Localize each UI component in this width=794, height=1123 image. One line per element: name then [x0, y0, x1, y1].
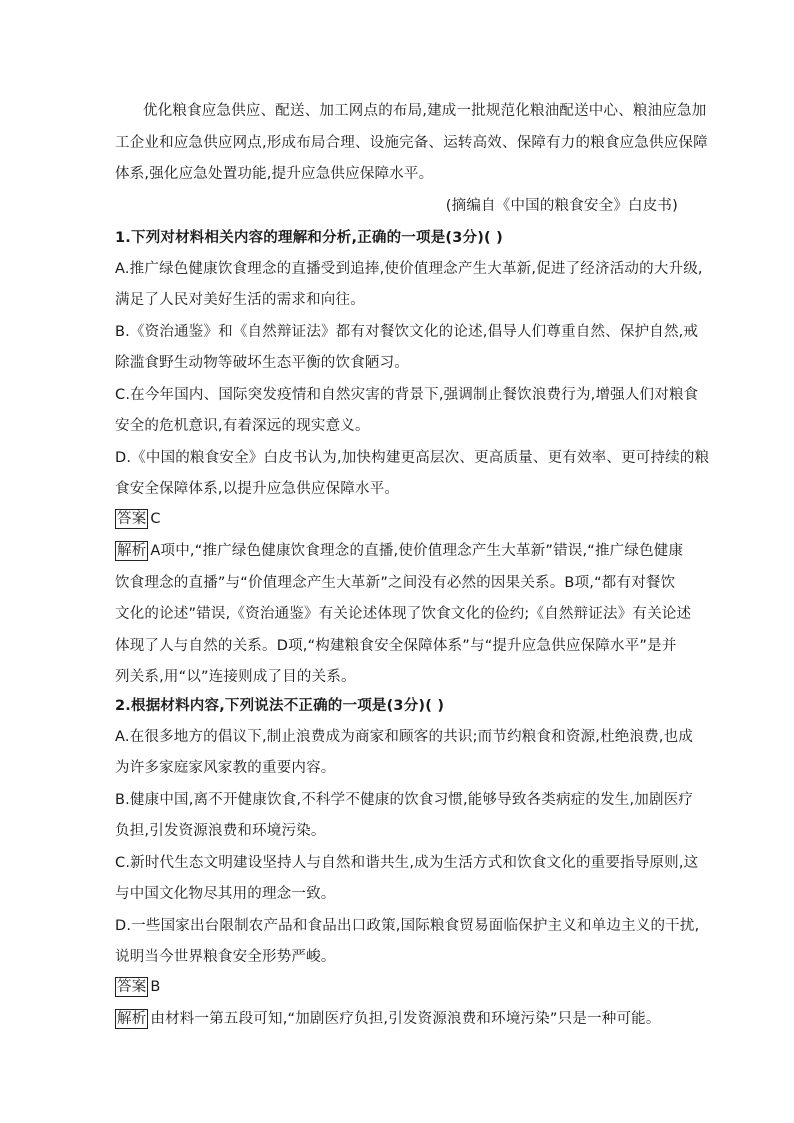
- option-d-cont: 说明当今世界粮食安全形势严峻。: [115, 949, 336, 965]
- option-a-cont: 满足了人民对美好生活的需求和向往。: [115, 292, 365, 308]
- analysis-row: [115, 541, 683, 561]
- answer-value: B: [150, 979, 161, 995]
- analysis-text: A项中,“推广绿色健康饮食理念的直播,使价值理念产生大革新”错误,“推广绿色健康: [150, 543, 684, 559]
- analysis-line: 体现了人与自然的关系。D项,“构建粮食安全保障体系”与“提升应急供应保障水平”是并: [115, 638, 677, 654]
- option-d: D.一些国家出台限制农产品和食品出口政策,国际粮食贸易面临保护主义和单边主义的干扰,: [115, 918, 700, 934]
- option-c-cont: 安全的危机意识,有着深远的现实意义。: [115, 418, 370, 434]
- passage-line: 优化粮食应急供应、配送、加工网点的布局,建成一批规范化粮油配送中心、粮油应急加: [143, 103, 707, 119]
- option-c: C.新时代生态文明建设坚持人与自然和谐共生,成为生活方式和饮食文化的重要指导原则,这: [115, 855, 699, 871]
- passage-line: 工企业和应急供应网点,形成布局合理、设施完备、运转高效、保障有力的粮食应急供应保障: [115, 135, 708, 151]
- option-c-cont: 与中国文化物尽其用的理念一致。: [115, 886, 336, 902]
- analysis-row: [115, 1009, 661, 1029]
- option-b-cont: 负担,引发资源浪费和环境污染。: [115, 823, 326, 839]
- answer-label: 答案: [117, 511, 147, 527]
- option-a: A.推广绿色健康饮食理念的直播受到追捧,使价值理念产生大革新,促进了经济活动的大升级,: [115, 261, 703, 277]
- analysis-label: 解析: [117, 543, 147, 559]
- option-a: A.在很多地方的倡议下,制止浪费成为商家和顾客的共识;而节约粮食和资源,杜绝浪费,也成: [115, 729, 694, 745]
- passage-source: (摘编自《中国的粮食安全》白皮书): [445, 198, 678, 214]
- analysis-label: 解析: [117, 1011, 147, 1027]
- option-b: B.健康中国,离不开健康饮食,不科学不健康的饮食习惯,能够导致各类病症的发生,加剧医疗: [115, 792, 694, 808]
- analysis-line: 文化的论述”错误,《资治通鉴》有关论述体现了饮食文化的俭约;《自然辩证法》有关论述: [115, 606, 692, 622]
- question-1-stem: 1.下列对材料相关内容的理解和分析,正确的一项是(3分)( ): [115, 230, 503, 246]
- option-b-cont: 除滥食野生动物等破坏生态平衡的饮食陋习。: [115, 355, 409, 371]
- option-d-cont: 食安全保障体系,以提升应急供应保障水平。: [115, 481, 400, 497]
- passage-line: 体系,强化应急处置功能,提升应急供应保障水平。: [115, 166, 434, 182]
- answer-row: [115, 509, 161, 529]
- analysis-line: 饮食理念的直播”与“价值理念产生大革新”之间没有必然的因果关系。B项,“都有对餐饮: [115, 575, 676, 591]
- option-c: C.在今年国内、国际突发疫情和自然灾害的背景下,强调制止餐饮浪费行为,增强人们对粮食: [115, 387, 699, 403]
- analysis-line: 列关系,用“以”连接则成了目的关系。: [115, 669, 356, 685]
- question-2-stem: 2.根据材料内容,下列说法不正确的一项是(3分)( ): [115, 698, 445, 714]
- answer-value: C: [150, 511, 161, 527]
- analysis-text: 由材料一第五段可知,“加剧医疗负担,引发资源浪费和环境污染”只是一种可能。: [150, 1011, 661, 1027]
- option-a-cont: 为许多家庭家风家教的重要内容。: [115, 760, 336, 776]
- option-b: B.《资治通鉴》和《自然辩证法》都有对餐饮文化的论述,倡导人们尊重自然、保护自然,戒: [115, 324, 699, 340]
- answer-row: [115, 977, 161, 997]
- answer-label: 答案: [117, 979, 147, 995]
- option-d: D.《中国的粮食安全》白皮书认为,加快构建更高层次、更高质量、更有效率、更可持续的粮: [115, 450, 710, 466]
